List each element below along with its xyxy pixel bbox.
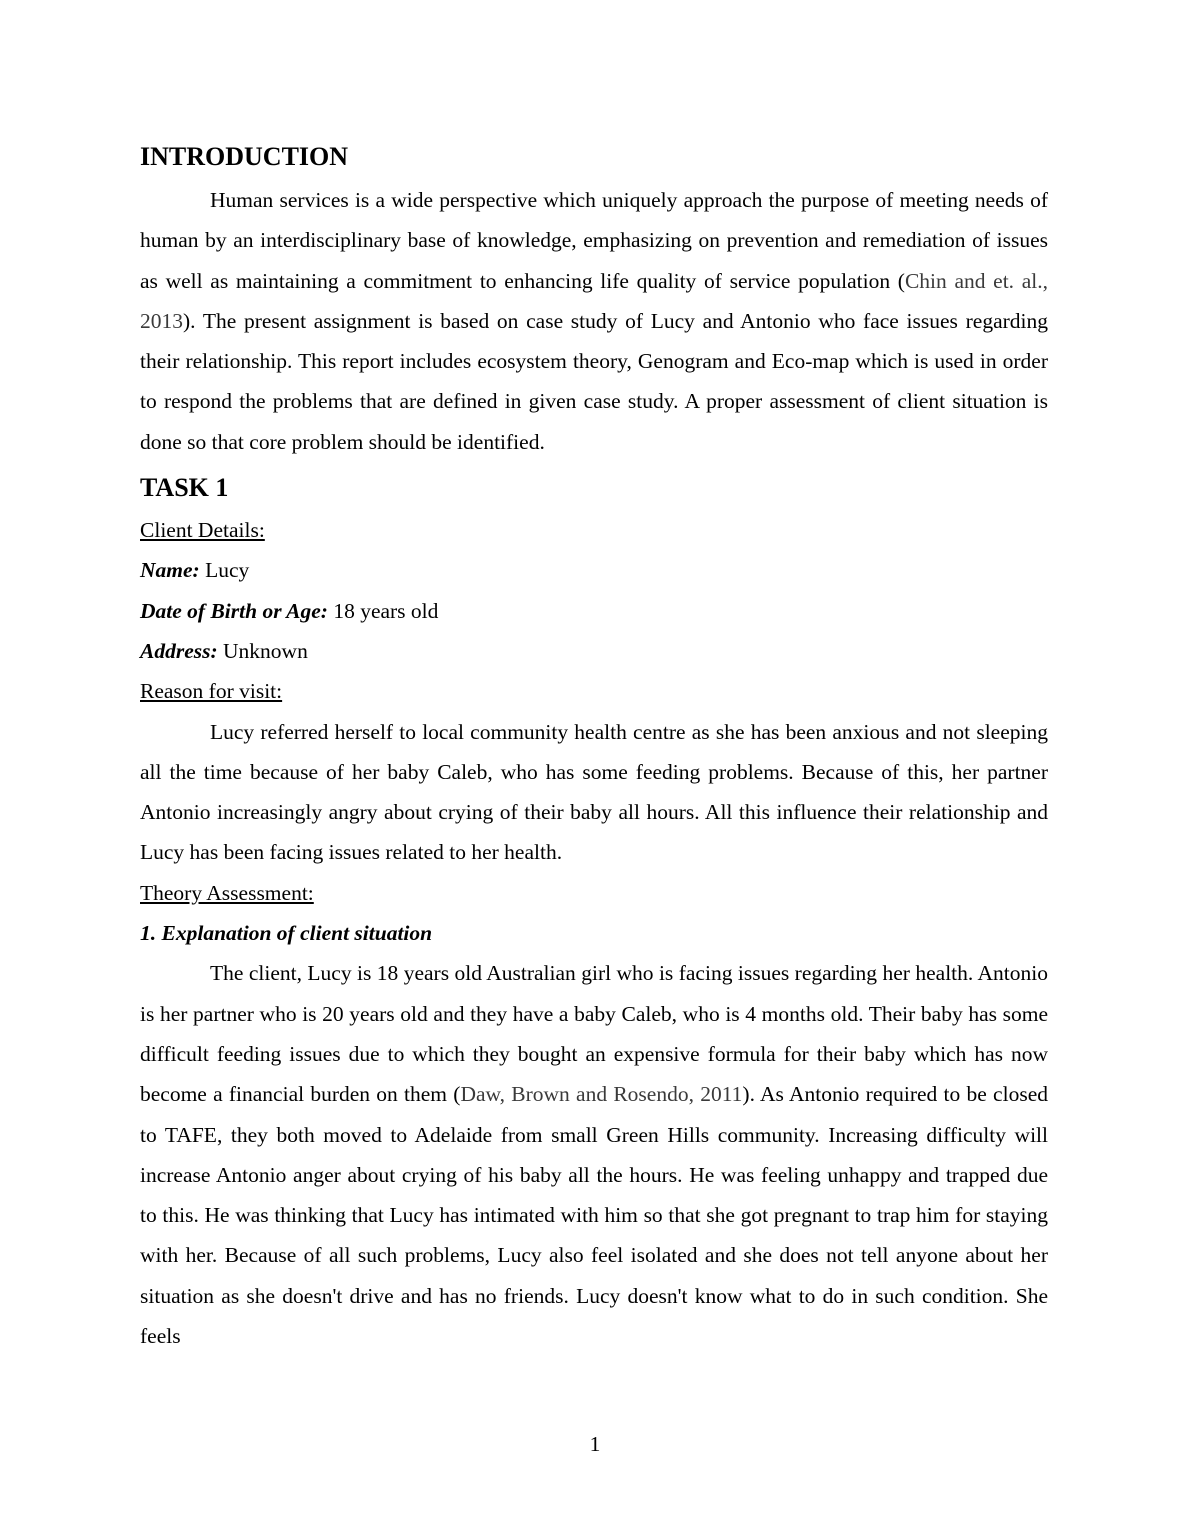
introduction-text-part1: Human services is a wide perspective which uniquely approach the purpose of meeting needs of human by an interdisciplinary base of knowledge, emphasizing on prevention and remediation of issues as well as maintaining a commitment to enhancing life quality of service population ( xyxy=(140,188,1048,293)
introduction-heading: INTRODUCTION xyxy=(140,142,349,171)
client-address-label: Address: xyxy=(140,638,218,663)
client-address-row xyxy=(140,631,1048,671)
introduction-text-part2: ). The present assignment is based on case study of Lucy and Antonio who face issues regarding their relationship. This report includes ecosystem theory, Genogram and Eco-map which is used in order to respond the problems that are defined in given case study. A proper assessment of client situation is done so that core problem should be identified. xyxy=(140,308,1048,454)
client-situation-text-part2: ). As Antonio required to be closed to TAFE, they both moved to Adelaide from small Green Hills community. Increasing difficulty will increase Antonio anger about crying of his baby all the hours. He was feeling unhappy and trapped due to this. He was thinking that Lucy has intimated with him so that she got pregnant to trap him for staying with her. Because of all such problems, Lucy also feel isolated and she does not tell anyone about her situation as she doesn't drive and has no friends. Lucy doesn't know what to do in such condition. She feels xyxy=(140,1082,1048,1349)
client-address-value: Unknown xyxy=(217,638,308,663)
explanation-subheading: 1. Explanation of client situation xyxy=(140,921,433,946)
client-name-row xyxy=(140,550,1048,590)
client-situation-paragraph xyxy=(140,953,1048,1356)
citation-daw: Daw, Brown and Rosendo, 2011 xyxy=(460,1082,743,1107)
client-dob-row xyxy=(140,591,1048,631)
client-dob-label: Date of Birth or Age: xyxy=(140,598,328,623)
client-details-label: Client Details: xyxy=(140,518,265,543)
document-page xyxy=(140,138,1048,1356)
theory-assessment-label: Theory Assessment: xyxy=(140,880,314,905)
client-name-value: Lucy xyxy=(199,558,250,583)
introduction-paragraph xyxy=(140,180,1048,462)
client-situation-text-part1: The client, Lucy is 18 years old Australian girl who is facing issues regarding her health. Antonio is her partner who is 20 years old and they have a baby Caleb, who is 4 months old. Their baby has some difficult feeding issues due to which they bought an expensive formula for their baby which has now become a financial burden on them ( xyxy=(140,961,1048,1107)
reason-for-visit-paragraph: Lucy referred herself to local community health centre as she has been anxious and not sleeping all the time because of her baby Caleb, who has some feeding problems. Because of this, her partner Antonio increasingly angry about crying of their baby all hours. All this influence their relationship and Lucy has been facing issues related to her health. xyxy=(140,719,1048,865)
citation-chin: Chin and et. al., 2013 xyxy=(140,268,1049,333)
page-number: 1 xyxy=(589,1432,601,1456)
reason-for-visit-label: Reason for visit: xyxy=(140,679,283,704)
client-name-label: Name: xyxy=(140,558,200,583)
client-dob-value: 18 years old xyxy=(327,598,439,623)
task1-heading: TASK 1 xyxy=(140,473,229,503)
